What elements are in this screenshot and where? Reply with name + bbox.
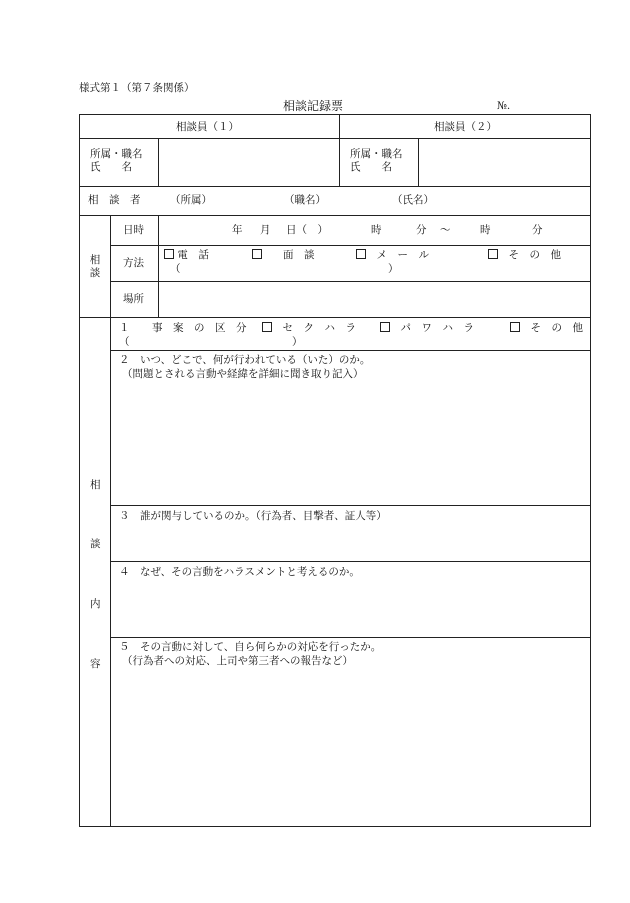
record-number-label: №. [497, 100, 511, 112]
content-side-char-4: 容 [90, 658, 101, 670]
section-1-paren-open: （ [119, 336, 130, 348]
section-3-entry-area[interactable] [116, 525, 586, 557]
content-side-char-1: 相 [90, 479, 101, 491]
datetime-month[interactable]: 月 [260, 224, 271, 236]
content-side-char-2: 談 [90, 538, 101, 550]
consultant-name-label[interactable]: （氏名） [392, 194, 434, 206]
checkbox-icon[interactable] [164, 249, 174, 259]
consultant-title-label[interactable]: （職名） [284, 194, 326, 206]
checkbox-icon[interactable] [262, 322, 272, 332]
section-5-entry-area[interactable] [116, 671, 586, 821]
section-4-entry-area[interactable] [116, 581, 586, 633]
method-label: 方法 [123, 257, 144, 269]
checkbox-icon[interactable] [510, 322, 520, 332]
consultation-side-label: 相談 [89, 254, 101, 279]
counselor-2-name-label: 氏 名 [350, 161, 392, 173]
method-option-meeting[interactable]: 面 談 [252, 249, 315, 262]
checkbox-icon[interactable] [252, 249, 262, 259]
counselor-2-header: 相談員（２） [434, 121, 497, 133]
counselor-1-header: 相談員（１） [176, 121, 239, 133]
form-number-label: 様式第１（第７条関係） [79, 82, 195, 94]
section-1-paren-close: ） [292, 336, 303, 348]
counselor-1-entry-field[interactable] [260, 149, 330, 177]
datetime-day[interactable]: 日（ ） [286, 224, 328, 236]
datetime-year[interactable]: 年 [232, 224, 243, 236]
content-side-char-3: 内 [90, 598, 101, 610]
datetime-hour-end[interactable]: 時 [480, 224, 491, 236]
section-4-heading: ４ なぜ、その言動をハラスメントと考えるのか。 [119, 566, 360, 578]
method-option-other[interactable]: そ の 他 [488, 249, 561, 262]
record-table [79, 114, 591, 827]
method-other-paren-open: （ [170, 263, 181, 275]
counselor-1-affiliation-label: 所属・職名 [90, 148, 143, 160]
counselor-2-affiliation-label: 所属・職名 [350, 148, 403, 160]
section-1-label: 事 案 の 区 分 [152, 322, 247, 334]
datetime-minute-start[interactable]: 分 [416, 224, 427, 236]
method-other-paren-close: ） [388, 263, 399, 275]
checkbox-icon[interactable] [380, 322, 390, 332]
section-5-heading: ５ その言動に対して、自ら何らかの対応を行ったか。 [119, 641, 382, 653]
datetime-tilde: 〜 [440, 224, 451, 236]
counselor-1-name-label: 氏 名 [90, 161, 132, 173]
case-option-powerhara[interactable]: パ ワ ハ ラ [380, 322, 474, 335]
checkbox-icon[interactable] [488, 249, 498, 259]
section-1-number: １ [119, 322, 130, 334]
form-title: 相談記録票 [283, 99, 344, 113]
method-option-mail[interactable]: メ ー ル [356, 249, 429, 262]
place-label: 場所 [123, 293, 144, 305]
section-5-note: （行為者への対応、上司や第三者への報告など） [122, 655, 353, 667]
datetime-label: 日時 [123, 224, 144, 236]
datetime-hour-start[interactable]: 時 [371, 224, 382, 236]
place-entry-field[interactable] [170, 285, 580, 313]
datetime-minute-end[interactable]: 分 [532, 224, 543, 236]
checkbox-icon[interactable] [356, 249, 366, 259]
case-option-other[interactable]: そ の 他 [510, 322, 583, 335]
consultant-label: 相 談 者 [88, 194, 141, 206]
section-2-entry-area[interactable] [116, 383, 586, 501]
section-2-heading: ２ いつ、どこで、何が行われている（いた）のか。 [119, 354, 371, 366]
consultant-affiliation-label[interactable]: （所属） [170, 194, 212, 206]
method-option-phone[interactable]: 電 話 [164, 249, 209, 262]
counselor-2-entry-field[interactable] [430, 149, 580, 177]
section-3-heading: ３ 誰が関与しているのか。（行為者、目撃者、証人等） [119, 510, 387, 522]
section-2-note: （問題とされる言動や経緯を詳細に聞き取り記入） [122, 368, 364, 380]
case-option-sexhara[interactable]: セ ク ハ ラ [262, 322, 356, 335]
